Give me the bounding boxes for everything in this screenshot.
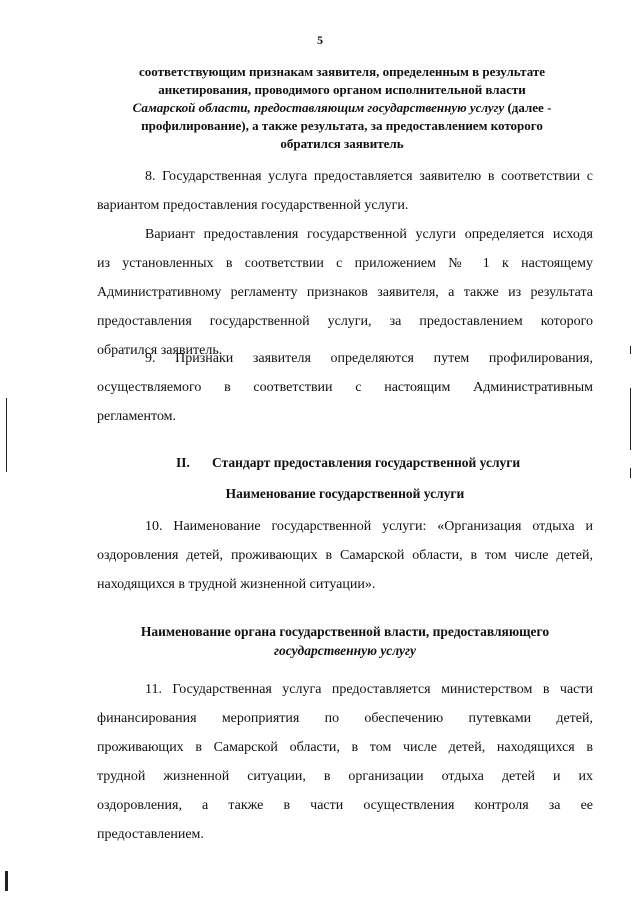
- text-line: трудной жизненной ситуации, в организации отдыха детей и их: [97, 769, 593, 784]
- paragraph-10: [97, 512, 593, 599]
- text-line: 8. Государственная услуга предоставляется заявителю в соответствии с: [145, 169, 593, 184]
- intro-tail: (далее -: [504, 100, 552, 115]
- text-line: проживающих в Самарской области, в том числе детей, находящихся в: [97, 740, 593, 755]
- text-line: находящихся в трудной жизненной ситуации».: [97, 577, 376, 592]
- text-line: 10. Наименование государственной услуги: «Организация отдыха и: [145, 519, 593, 534]
- text-line: регламентом.: [97, 409, 177, 424]
- scan-mark: [630, 388, 631, 450]
- subsection-title: Наименование государственной услуги: [225, 486, 465, 501]
- paragraph-8: [97, 162, 593, 220]
- text-line: Вариант предоставления государственной услуги определяется исходя: [145, 227, 593, 242]
- text-line: вариантом предоставления государственной услуги.: [97, 198, 409, 213]
- scan-mark: [6, 398, 7, 472]
- paragraph-11: [97, 675, 593, 849]
- intro-line: соответствующим признакам заявителя, определенным в результате: [138, 64, 546, 79]
- page-number: 5: [317, 33, 323, 47]
- intro-line: анкетирования, проводимого органом исполнительной власти: [158, 82, 526, 97]
- text-line: оздоровления детей, проживающих в Самарской области, в том числе детей,: [97, 548, 593, 563]
- section-title: Стандарт предоставления государственной услуги: [212, 455, 521, 470]
- heading-line: Наименование органа государственной власти, предоставляющего: [140, 624, 550, 639]
- text-line: предоставлением.: [97, 827, 204, 842]
- organ-heading: [97, 622, 593, 660]
- intro-line: профилирование), а также результата, за предоставлением которого: [141, 118, 543, 133]
- text-line: осуществляемого в соответствии с настоящим Административным: [97, 380, 593, 395]
- intro-line: обратился заявитель: [280, 136, 404, 151]
- text-line: Административному регламенту признаков заявителя, а также из результата: [97, 285, 593, 300]
- text-line: оздоровления, а также в части осуществления контроля за ее: [97, 798, 593, 813]
- scan-mark: [5, 871, 8, 891]
- text-line: обратился заявитель.: [97, 343, 223, 358]
- text-line: финансирования мероприятия по обеспечению путевками детей,: [97, 711, 593, 726]
- intro-block: [92, 63, 592, 153]
- text-line: из установленных в соответствии с приложением № 1 к настоящему: [97, 256, 593, 271]
- intro-italic: Самарской области, предоставляющим государственную услугу: [132, 100, 505, 115]
- text-line: 9. Признаки заявителя определяются путем профилирования,: [145, 351, 593, 366]
- paragraph-9: [97, 344, 593, 431]
- intro-line: [92, 99, 592, 117]
- scan-mark: [630, 468, 631, 478]
- heading-line: государственную услугу: [273, 643, 417, 658]
- section-number: II.: [176, 455, 190, 470]
- scan-mark: [630, 346, 631, 354]
- text-line: предоставления государственной услуги, за предоставлением которого: [97, 314, 593, 329]
- text-line: 11. Государственная услуга предоставляется министерством в части: [145, 682, 593, 697]
